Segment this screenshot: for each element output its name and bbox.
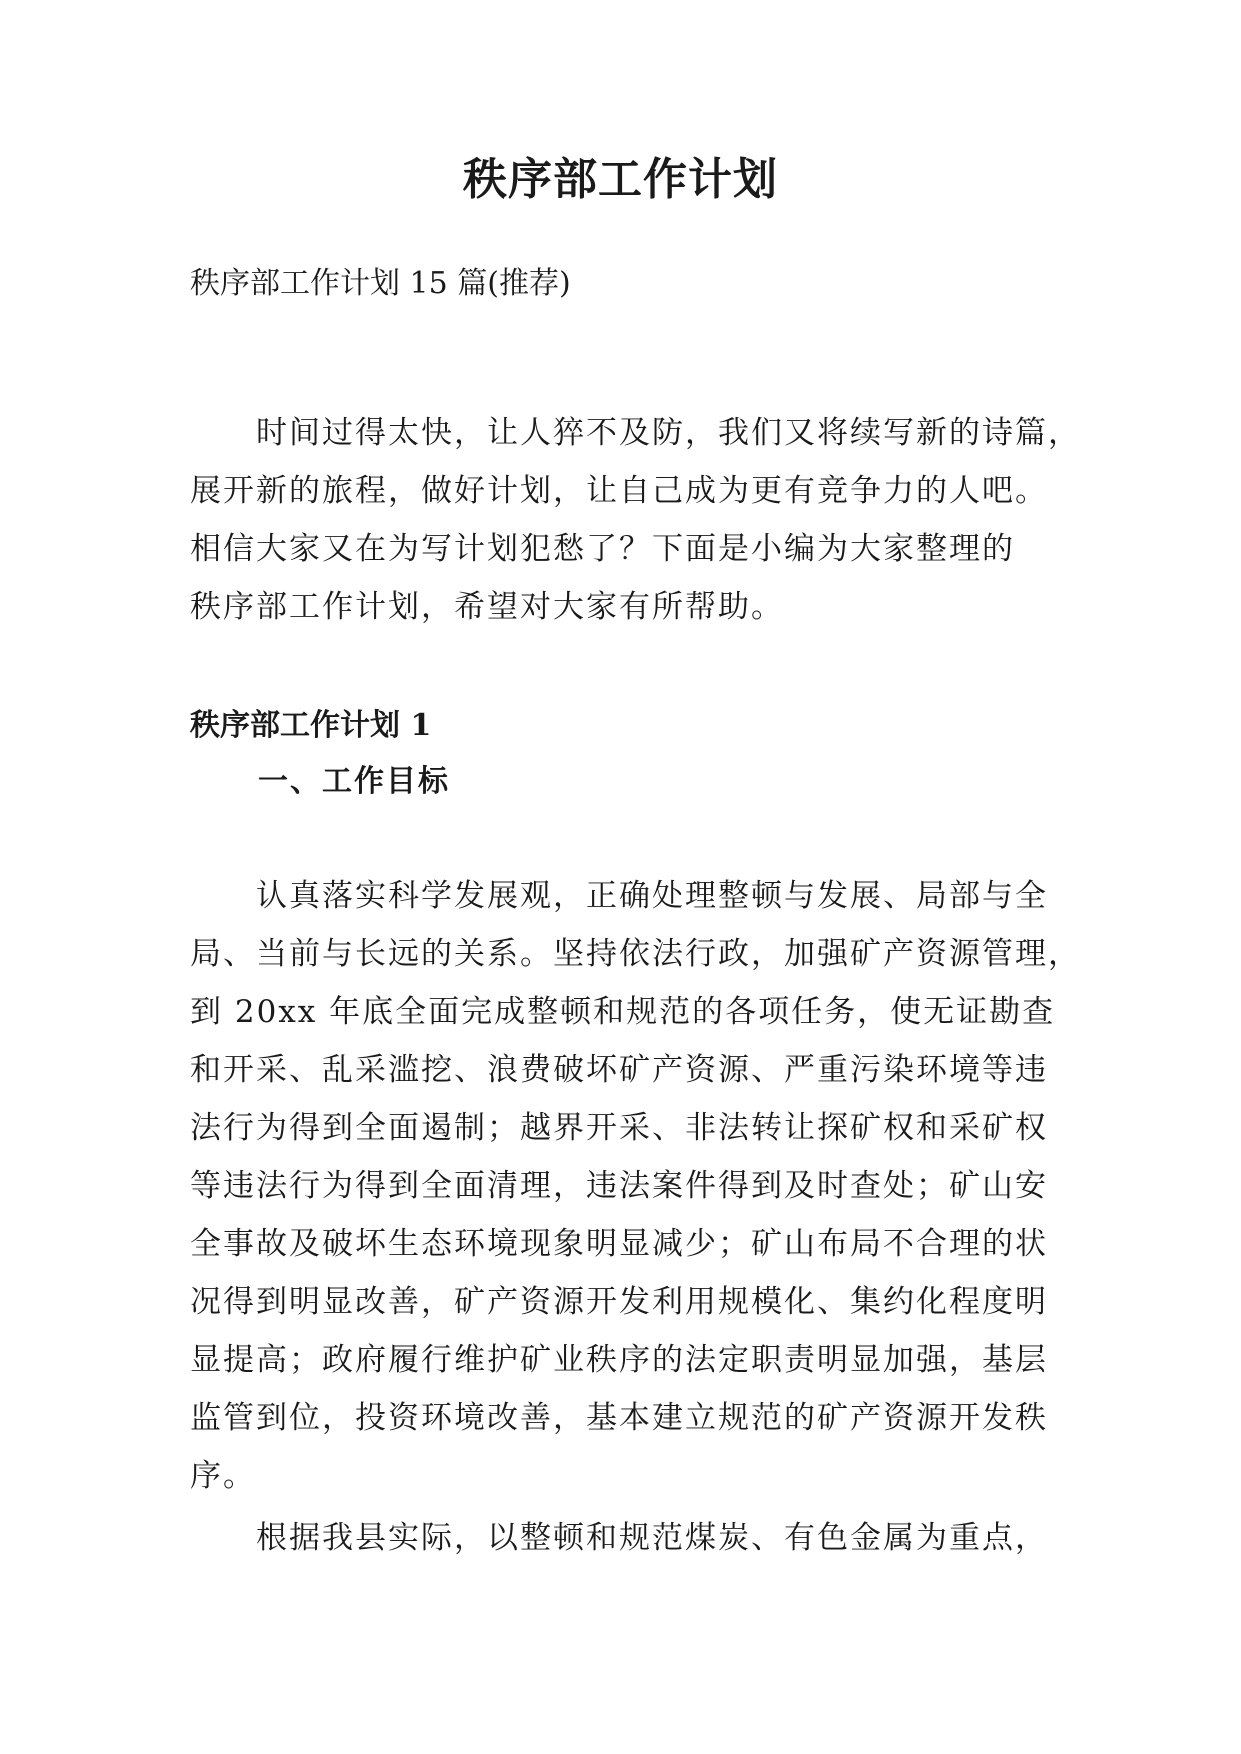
body-line: 到 20xx 年底全面完成整顿和规范的各项任务，使无证勘查: [190, 994, 1056, 1030]
body-line: 况得到明显改善，矿产资源开发利用规模化、集约化程度明: [190, 1284, 1048, 1320]
body-line: 序。: [190, 1458, 256, 1494]
body-paragraph-basis: [190, 1509, 1070, 1567]
body-line: 和开采、乱采滥挖、浪费破坏矿产资源、严重污染环境等违: [190, 1052, 1048, 1088]
document-subtitle: 秩序部工作计划 15 篇(推荐): [190, 266, 571, 301]
intro-line: 展开新的旅程，做好计划，让自己成为更有竞争力的人吧。: [190, 473, 1048, 509]
intro-line: 秩序部工作计划，希望对大家有所帮助。: [190, 589, 784, 625]
body-line: 局、当前与长远的关系。坚持依法行政，加强矿产资源管理，: [190, 936, 1081, 972]
body-line: 法行为得到全面遏制；越界开采、非法转让探矿权和采矿权: [190, 1110, 1048, 1146]
document-title: 秩序部工作计划: [463, 154, 778, 205]
body-line: 监管到位，投资环境改善，基本建立规范的矿产资源开发秩: [190, 1400, 1048, 1436]
section-heading: 秩序部工作计划 1: [190, 708, 432, 743]
body-line: 显提高；政府履行维护矿业秩序的法定职责明显加强，基层: [190, 1342, 1048, 1378]
body-line: 认真落实科学发展观，正确处理整顿与发展、局部与全: [190, 878, 1048, 914]
section-subheading: 一、工作目标: [258, 764, 450, 799]
body-line: 等违法行为得到全面清理，违法案件得到及时查处；矿山安: [190, 1168, 1048, 1204]
intro-paragraph: [190, 404, 1081, 636]
body-paragraph-goals: [190, 867, 1081, 1505]
intro-line: 相信大家又在为写计划犯愁了？下面是小编为大家整理的: [190, 531, 1015, 567]
body-line: 全事故及破坏生态环境现象明显减少；矿山布局不合理的状: [190, 1226, 1048, 1262]
intro-line: 时间过得太快，让人猝不及防，我们又将续写新的诗篇，: [190, 415, 1081, 451]
body-line: 根据我县实际，以整顿和规范煤炭、有色金属为重点，: [190, 1520, 1048, 1556]
